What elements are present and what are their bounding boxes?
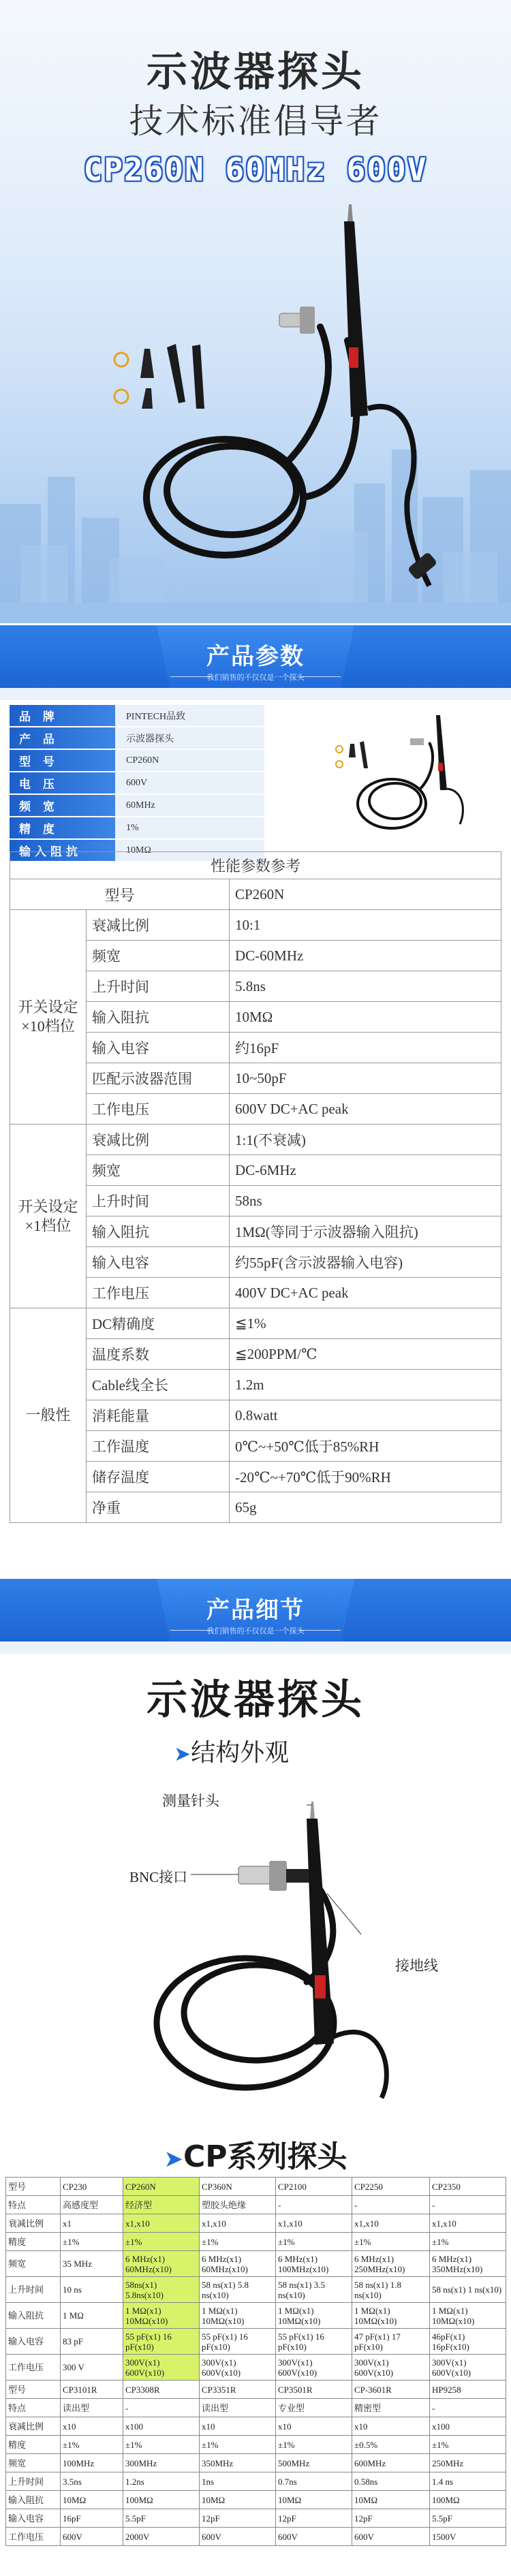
cp-cell: x1 [61, 2214, 123, 2233]
perf-value: 400V DC+AC peak [230, 1278, 501, 1308]
cp-cell: 55 pF(x1) 16 pF(x10) [123, 2329, 200, 2355]
hero-title: 示波器探头 [146, 48, 365, 96]
perf-value: ≦200PPM/℃ [230, 1339, 501, 1370]
section-title-params: 产品参数 [206, 643, 305, 670]
perf-value: ≦1% [230, 1308, 501, 1339]
cp-cell: 300V(x1) 600V(x10) [123, 2355, 200, 2381]
perf-key: Cable线全长 [87, 1370, 230, 1400]
perf-value: 10~50pF [230, 1063, 501, 1094]
cp-cell: 1 MΩ(x1) 10MΩ(x10) [123, 2303, 200, 2329]
perf-key: 频宽 [87, 941, 230, 971]
cp-cell: 300MHz [123, 2454, 200, 2472]
cp-table-row [6, 2528, 506, 2546]
detail-subtitle-text: 结构外观 [191, 1739, 290, 1767]
cp-cell: 6 MHz(x1) 350MHz(x10) [430, 2251, 506, 2277]
perf-key: 输入阻抗 [87, 1216, 230, 1247]
cp-table-row [6, 2303, 506, 2329]
cp-cell: 1 MΩ [61, 2303, 123, 2329]
cp-table-row [6, 2251, 506, 2277]
cp-row-key: 衰减比例 [6, 2214, 61, 2233]
cp-cell: 58 ns(x1) 1 ns(x10) [430, 2277, 506, 2303]
cp-row-key: 输入阻抗 [6, 2491, 61, 2509]
triangle-bullet-icon: ➤ [164, 2146, 183, 2173]
triangle-bullet-icon: ➤ [174, 1742, 191, 1766]
section-banner-detail [0, 1579, 511, 1654]
cp-cell: ±1% [430, 2233, 506, 2251]
cp-row-key: 精度 [6, 2436, 61, 2454]
param-key: 型 号 [10, 750, 115, 771]
cp-row-key: 频宽 [6, 2251, 61, 2277]
perf-key: DC精确度 [87, 1308, 230, 1339]
probe-product-illustration [0, 204, 511, 613]
cp-cell: 1 MΩ(x1) 10MΩ(x10) [200, 2303, 276, 2329]
cp-cell: 100MΩ [430, 2491, 506, 2509]
cp-cell: 0.58ns [352, 2472, 430, 2491]
param-key: 产 品 [10, 727, 115, 749]
cp-row-key: 型号 [6, 2381, 61, 2399]
cp-cell: CP3308R [123, 2381, 200, 2399]
param-key: 精 度 [10, 817, 115, 838]
cp-cell: x1,x10 [352, 2214, 430, 2233]
cp-cell: CP2100 [276, 2178, 352, 2196]
cp-cell: CP-3601R [352, 2381, 430, 2399]
cp-cell: 读出型 [61, 2399, 123, 2417]
group-label: 开关设定 ×10档位 [18, 999, 78, 1035]
perf-key: 工作电压 [87, 1278, 230, 1308]
perf-value: 1.2m [230, 1370, 501, 1400]
cp-row-key: 工作电压 [6, 2528, 61, 2546]
cp-cell: CP3101R [61, 2381, 123, 2399]
cp-cell: 300V(x1) 600V(x10) [430, 2355, 506, 2381]
perf-key: 衰减比例 [87, 1125, 230, 1155]
param-key: 输入阻抗 [10, 840, 115, 861]
cp-cell: 6 MHz(x1) 60MHz(x10) [123, 2251, 200, 2277]
cp-cell: CP2350 [430, 2178, 506, 2196]
probe-structure-diagram [136, 1798, 422, 2111]
perf-value: 1MΩ(等同于示波器输入阻抗) [230, 1216, 501, 1247]
perf-key: 上升时间 [87, 971, 230, 1002]
param-value: 60MHz [115, 795, 264, 816]
perf-value: 0.8watt [230, 1400, 501, 1431]
cp-table-row [6, 2233, 506, 2251]
cp-cell: 83 pF [61, 2329, 123, 2355]
param-row-product [10, 727, 264, 749]
cp-table-row [6, 2454, 506, 2472]
perf-value: 0℃~+50℃低于85%RH [230, 1431, 501, 1462]
cp-cell: 经济型 [123, 2196, 200, 2214]
cp-cell: 专业型 [276, 2399, 352, 2417]
section-tagline-params: 我们销售的不仅仅是一个探头 [206, 673, 305, 682]
cp-cell: x1,x10 [200, 2214, 276, 2233]
param-value: 600V [115, 772, 264, 794]
section-title-detail: 产品细节 [206, 1597, 305, 1624]
param-value: 1% [115, 817, 264, 838]
cp-row-key: 特点 [6, 2196, 61, 2214]
cp-cell: CP3351R [200, 2381, 276, 2399]
cp-cell: 1.4 ns [430, 2472, 506, 2491]
label-probe-tip: 测量针头 [162, 1793, 219, 1809]
cp-cell: ±1% [352, 2233, 430, 2251]
perf-value: 600V DC+AC peak [230, 1094, 501, 1125]
cp-cell: 600MHz [352, 2454, 430, 2472]
perf-value: DC-6MHz [230, 1155, 501, 1186]
cp-cell: 47 pF(x1) 17 pF(x10) [352, 2329, 430, 2355]
perf-key: 输入阻抗 [87, 1002, 230, 1033]
cp-row-key: 特点 [6, 2399, 61, 2417]
cp-cell: 58 ns(x1) 1.8 ns(x10) [352, 2277, 430, 2303]
cp-cell: - [430, 2399, 506, 2417]
cp-cell: 58ns(x1) 5.8ns(x10) [123, 2277, 200, 2303]
cp-cell: 300V(x1) 600V(x10) [276, 2355, 352, 2381]
cp-cell: 1ns [200, 2472, 276, 2491]
cp-cell: 10MΩ [200, 2491, 276, 2509]
cp-cell: 1 MΩ(x1) 10MΩ(x10) [430, 2303, 506, 2329]
param-value: PINTECH品致 [115, 705, 264, 726]
cp-cell: 35 MHz [61, 2251, 123, 2277]
cp-cell: ±1% [123, 2233, 200, 2251]
cp-table-row [6, 2381, 506, 2399]
cp-table-row [6, 2329, 506, 2355]
cp-cell: 塑胶头绝缘 [200, 2196, 276, 2214]
cp-cell: ±1% [430, 2436, 506, 2454]
perf-key: 输入电容 [87, 1247, 230, 1278]
perf-value: 65g [230, 1492, 501, 1523]
param-value: 10MΩ [115, 840, 264, 861]
cp-cell: 100MHz [61, 2454, 123, 2472]
perf-key: 工作电压 [87, 1094, 230, 1125]
perf-key: 上升时间 [87, 1186, 230, 1216]
perf-key: 温度系数 [87, 1339, 230, 1370]
cp-series-title [0, 2132, 511, 2176]
label-ground-lead: 接地线 [395, 1958, 438, 1974]
cp-cell: 12pF [200, 2509, 276, 2528]
cp-cell: 12pF [352, 2509, 430, 2528]
cp-row-key: 型号 [6, 2178, 61, 2196]
cp-cell: 16pF [61, 2509, 123, 2528]
cp-cell: ±1% [123, 2436, 200, 2454]
cp-row-key: 输入电容 [6, 2509, 61, 2528]
cp-cell: 300V(x1) 600V(x10) [352, 2355, 430, 2381]
cp-cell: 1 MΩ(x1) 10MΩ(x10) [352, 2303, 430, 2329]
cp-cell: 600V [61, 2528, 123, 2546]
perf-key: 衰减比例 [87, 910, 230, 941]
cp-table-row [6, 2355, 506, 2381]
cp-cell: 58 ns(x1) 3.5 ns(x10) [276, 2277, 352, 2303]
cp-row-key: 上升时间 [6, 2277, 61, 2303]
cp-cell: CP2250 [352, 2178, 430, 2196]
cp-cell: 高感度型 [61, 2196, 123, 2214]
cp-cell: ±1% [61, 2436, 123, 2454]
cp-cell: x1,x10 [276, 2214, 352, 2233]
perf-key: 频宽 [87, 1155, 230, 1186]
cp-cell: 10MΩ [276, 2491, 352, 2509]
cp-cell: ±1% [276, 2233, 352, 2251]
perf-table-title: 性能参数参考 [10, 852, 501, 879]
cp-cell: 5.5pF [430, 2509, 506, 2528]
cp-table-row [6, 2436, 506, 2454]
param-row-accuracy [10, 817, 264, 838]
cp-cell: 10MΩ [352, 2491, 430, 2509]
perf-key: 净重 [87, 1492, 230, 1523]
cp-cell: 0.7ns [276, 2472, 352, 2491]
param-row-voltage [10, 772, 264, 794]
section-banner-params [0, 625, 511, 700]
cp-cell: 55 pF(x1) 16 pF(x10) [200, 2329, 276, 2355]
cp-cell: 6 MHz(x1) 60MHz(x10) [200, 2251, 276, 2277]
cp-cell: x10 [352, 2417, 430, 2436]
label-bnc-connector: BNC接口 [129, 1869, 188, 1885]
cp-table-row [6, 2472, 506, 2491]
cp-cell: x100 [430, 2417, 506, 2436]
cp-cell: 精密型 [352, 2399, 430, 2417]
cp-cell: 600V [352, 2528, 430, 2546]
section-tagline-detail: 我们销售的不仅仅是一个探头 [206, 1627, 305, 1635]
perf-key: 工作温度 [87, 1431, 230, 1462]
cp-table-row [6, 2399, 506, 2417]
cp-cell: 350MHz [200, 2454, 276, 2472]
cp-cell: 6 MHz(x1) 250MHz(x10) [352, 2251, 430, 2277]
cp-cell: ±1% [276, 2436, 352, 2454]
cp-cell: 100MΩ [123, 2491, 200, 2509]
cp-cell: 600V [276, 2528, 352, 2546]
cp-table-row [6, 2196, 506, 2214]
cp-cell: - [430, 2196, 506, 2214]
perf-key: 储存温度 [87, 1462, 230, 1492]
cp-cell: 46pF(x1) 16pF(x10) [430, 2329, 506, 2355]
cp-cell: CP3501R [276, 2381, 352, 2399]
cp-cell: 读出型 [200, 2399, 276, 2417]
cp-cell: CP230 [61, 2178, 123, 2196]
cp-series-title-text: CP系列探头 [183, 2139, 347, 2174]
param-row-bandwidth [10, 795, 264, 816]
cp-table-row [6, 2417, 506, 2436]
cp-cell: 2000V [123, 2528, 200, 2546]
perf-value: 约55pF(含示波器输入电容) [230, 1247, 501, 1278]
perf-value: -20℃~+70℃低于90%RH [230, 1462, 501, 1492]
hero-model-line: CP260N 60MHz 600V [83, 151, 428, 188]
cp-cell: 12pF [276, 2509, 352, 2528]
cp-cell: 300 V [61, 2355, 123, 2381]
cp-cell: x1,x10 [123, 2214, 200, 2233]
perf-model-label: 型号 [10, 879, 230, 910]
cp-table-row [6, 2277, 506, 2303]
perf-model-value: CP260N [230, 879, 501, 910]
cp-cell: 1 MΩ(x1) 10MΩ(x10) [276, 2303, 352, 2329]
perf-value: 5.8ns [230, 971, 501, 1002]
perf-value: 10:1 [230, 910, 501, 941]
cp-cell: 55 pF(x1) 16 pF(x10) [276, 2329, 352, 2355]
perf-group-x10 [10, 910, 87, 1125]
cp-row-key: 工作电压 [6, 2355, 61, 2381]
cp-cell: 58 ns(x1) 5.8 ns(x10) [200, 2277, 276, 2303]
performance-table [10, 851, 501, 1523]
detail-title: 示波器探头 [146, 1676, 365, 1724]
cp-cell: CP360N [200, 2178, 276, 2196]
cp-cell: - [123, 2399, 200, 2417]
cp-cell: ±0.5% [352, 2436, 430, 2454]
param-list [10, 705, 264, 862]
cp-cell: x100 [123, 2417, 200, 2436]
cp-cell: 250MHz [430, 2454, 506, 2472]
cp-cell: 10MΩ [61, 2491, 123, 2509]
perf-value: 约16pF [230, 1033, 501, 1063]
cp-cell: - [276, 2196, 352, 2214]
cp-row-key: 输入阻抗 [6, 2303, 61, 2329]
cp-cell: 600V [200, 2528, 276, 2546]
cp-cell: CP260N [123, 2178, 200, 2196]
cp-table-row [6, 2178, 506, 2196]
cp-series-table [5, 2177, 506, 2546]
perf-key: 输入电容 [87, 1033, 230, 1063]
cp-row-key: 输入电容 [6, 2329, 61, 2355]
hero-banner [0, 0, 511, 623]
cp-cell: 1500V [430, 2528, 506, 2546]
perf-value: 1:1(不衰减) [230, 1125, 501, 1155]
cp-cell: HP9258 [430, 2381, 506, 2399]
detail-subtitle [174, 1733, 289, 1768]
cp-row-key: 衰减比例 [6, 2417, 61, 2436]
cp-cell: 5.5pF [123, 2509, 200, 2528]
cp-cell: 300V(x1) 600V(x10) [200, 2355, 276, 2381]
cp-cell: x10 [61, 2417, 123, 2436]
cp-table-row [6, 2509, 506, 2528]
cp-cell: 6 MHz(x1) 100MHz(x10) [276, 2251, 352, 2277]
param-key: 品 牌 [10, 705, 115, 726]
param-row-model [10, 750, 264, 771]
cp-row-key: 上升时间 [6, 2472, 61, 2491]
perf-value: 10MΩ [230, 1002, 501, 1033]
param-value: CP260N [115, 750, 264, 771]
probe-thumbnail-image [320, 708, 484, 838]
perf-group-general [10, 1308, 87, 1523]
cp-cell: - [352, 2196, 430, 2214]
cp-row-key: 精度 [6, 2233, 61, 2251]
cp-cell: 3.5ns [61, 2472, 123, 2491]
cp-table-row [6, 2491, 506, 2509]
cp-cell: 10 ns [61, 2277, 123, 2303]
perf-value: 58ns [230, 1186, 501, 1216]
param-value: 示波器探头 [115, 727, 264, 749]
cp-cell: ±1% [200, 2233, 276, 2251]
group-label: 一般性 [25, 1407, 71, 1424]
perf-group-x1 [10, 1125, 87, 1308]
cp-cell: x10 [200, 2417, 276, 2436]
param-key: 频 宽 [10, 795, 115, 816]
cp-cell: x1,x10 [430, 2214, 506, 2233]
cp-table-row [6, 2214, 506, 2233]
group-label: 开关设定 ×1档位 [18, 1197, 78, 1234]
cp-cell: 1.2ns [123, 2472, 200, 2491]
perf-key: 匹配示波器范围 [87, 1063, 230, 1094]
perf-key: 消耗能量 [87, 1400, 230, 1431]
perf-value: DC-60MHz [230, 941, 501, 971]
cp-cell: x10 [276, 2417, 352, 2436]
cp-cell: ±1% [61, 2233, 123, 2251]
cp-row-key: 频宽 [6, 2454, 61, 2472]
hero-subtitle: 技术标准倡导者 [129, 101, 382, 141]
param-key: 电 压 [10, 772, 115, 794]
cp-cell: 500MHz [276, 2454, 352, 2472]
param-row-brand [10, 705, 264, 726]
cp-cell: ±1% [200, 2436, 276, 2454]
